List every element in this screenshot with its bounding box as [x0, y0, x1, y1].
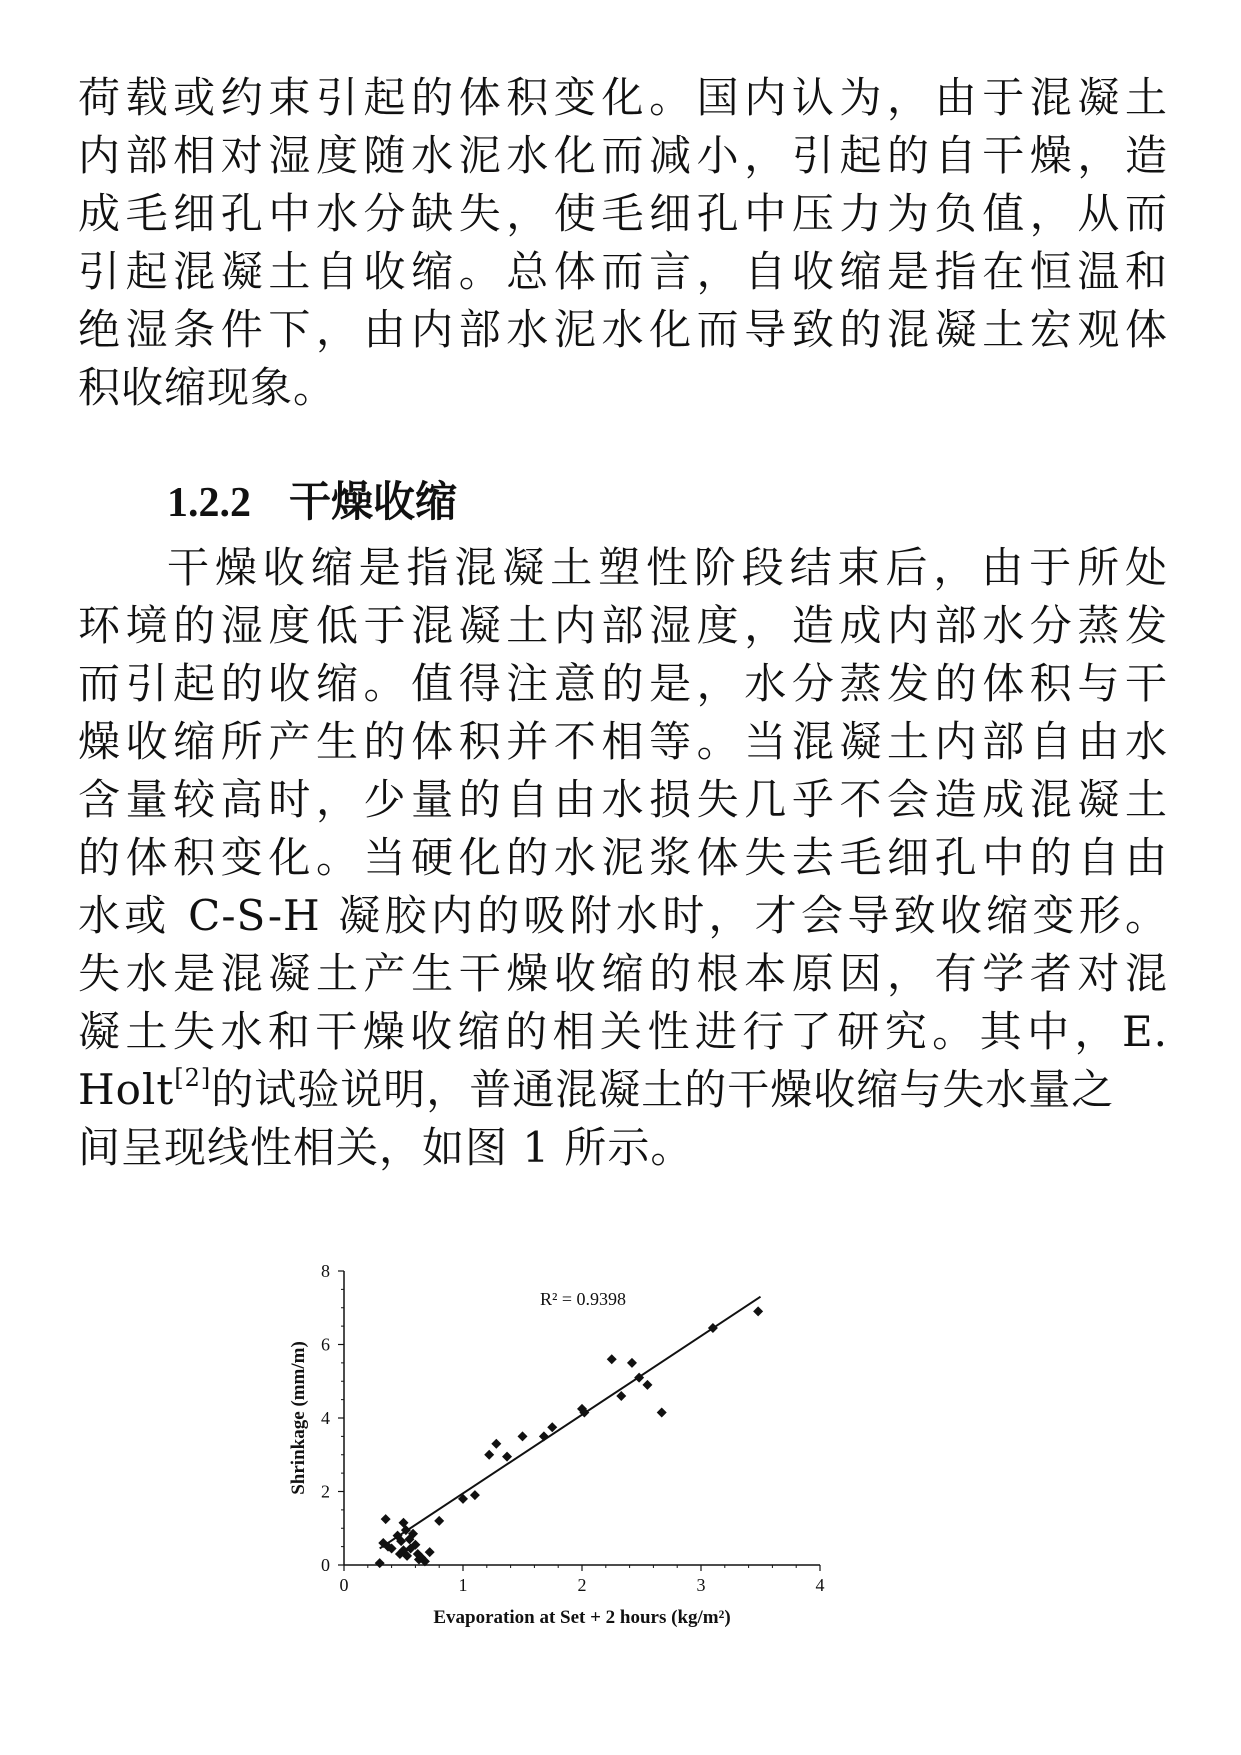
section-title: 干燥收缩	[289, 477, 458, 526]
paragraph-1-line-5: 绝湿条件下，由内部水泥水化而导致的混凝土宏观体	[78, 305, 1168, 354]
paragraph-2-line-6: 的体积变化。当硬化的水泥浆体失去毛细孔中的自由	[78, 833, 1168, 882]
data-point	[434, 1516, 444, 1526]
holt-author: Holt	[78, 1065, 175, 1114]
data-point	[657, 1407, 667, 1417]
x-tick-label: 3	[696, 1575, 706, 1595]
x-axis-label: Evaporation at Set + 2 hours (kg/m²)	[433, 1607, 731, 1628]
paragraph-1-line-6: 积收缩现象。	[78, 363, 337, 412]
data-point	[642, 1380, 652, 1390]
paragraph-2-line-8: 失水是混凝土产生干燥收缩的根本原因，有学者对混	[78, 949, 1168, 998]
paragraph-2-line-4: 燥收缩所产生的体积并不相等。当混凝土内部自由水	[78, 717, 1168, 766]
y-tick-label: 2	[321, 1481, 330, 1502]
paragraph-2-line-7: 水或 C-S-H 凝胶内的吸附水时，才会导致收缩变形。	[78, 891, 1168, 940]
data-point	[470, 1490, 480, 1500]
y-tick-label: 4	[321, 1408, 330, 1428]
data-point	[502, 1452, 512, 1462]
paragraph-1-line-2: 内部相对湿度随水泥水化而减小，引起的自干燥，造	[78, 131, 1168, 180]
data-point	[491, 1439, 501, 1449]
paragraph-2-line-1: 干燥收缩是指混凝土塑性阶段结束后，由于所处	[167, 543, 1168, 592]
r-squared-annotation: R² = 0.9398	[540, 1289, 627, 1309]
holt-text: 的试验说明，普通混凝土的干燥收缩与失水量之	[211, 1065, 1115, 1114]
section-heading	[167, 470, 457, 535]
data-point	[627, 1358, 637, 1368]
citation-ref[interactable]: [2]	[174, 1064, 212, 1092]
paragraph-2-line-5: 含量较高时，少量的自由水损失几乎不会造成混凝土	[78, 775, 1168, 824]
trendline	[380, 1297, 761, 1549]
paragraph-2-line-10	[78, 1058, 1168, 1122]
y-tick-label: 6	[321, 1334, 330, 1355]
x-tick-label: 0	[339, 1575, 349, 1595]
x-tick-label: 4	[815, 1575, 825, 1595]
y-tick-label: 8	[321, 1261, 330, 1281]
x-tick-label: 1	[458, 1575, 468, 1595]
paragraph-2-line-3: 而引起的收缩。值得注意的是，水分蒸发的体积与干	[78, 659, 1168, 708]
data-point	[547, 1422, 557, 1432]
y-tick-label: 0	[321, 1555, 330, 1575]
data-point	[518, 1431, 528, 1441]
data-point	[375, 1558, 385, 1568]
data-point	[607, 1354, 617, 1364]
paragraph-2-line-9: 凝土失水和干燥收缩的相关性进行了研究。其中，E.	[78, 1007, 1168, 1056]
figure-1-scatter-chart	[288, 1255, 950, 1655]
data-point	[753, 1306, 763, 1316]
x-tick-label: 2	[577, 1575, 587, 1595]
data-point	[484, 1450, 494, 1460]
data-point	[425, 1547, 435, 1557]
paragraph-1-line-3: 成毛细孔中水分缺失，使毛细孔中压力为负值，从而	[78, 189, 1168, 238]
paragraph-1-line-4: 引起混凝土自收缩。总体而言，自收缩是指在恒温和	[78, 247, 1168, 296]
data-point	[616, 1391, 626, 1401]
section-number: 1.2.2	[167, 480, 251, 526]
paragraph-2-line-11: 间呈现线性相关，如图 1 所示。	[78, 1123, 694, 1172]
data-point	[381, 1514, 391, 1524]
y-axis-label: Shrinkage (mm/m)	[288, 1341, 309, 1495]
paragraph-1-line-1: 荷载或约束引起的体积变化。国内认为，由于混凝土	[78, 73, 1168, 122]
data-point	[539, 1431, 549, 1441]
chart-svg	[288, 1255, 950, 1655]
paragraph-2-line-2: 环境的湿度低于混凝土内部湿度，造成内部水分蒸发	[78, 601, 1168, 650]
